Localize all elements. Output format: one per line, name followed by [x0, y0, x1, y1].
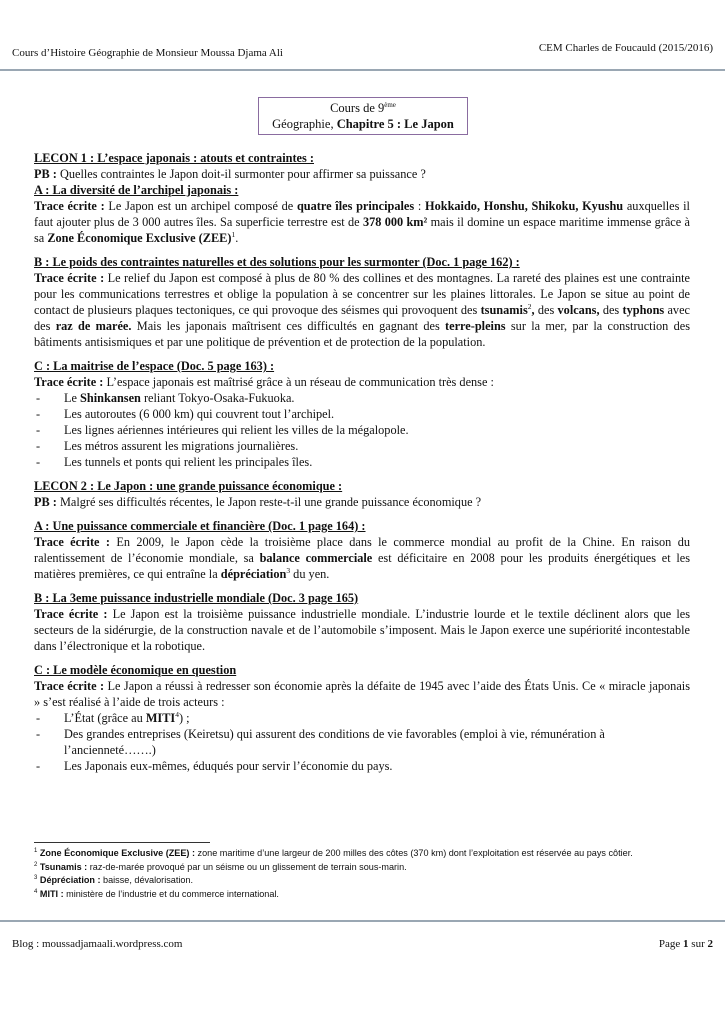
- lecon1-title: LECON 1 : L’espace japonais : atouts et contraintes :: [34, 151, 314, 165]
- lecon2-a-text: Trace écrite : En 2009, le Japon cède la troisième place dans le commerce mondial au profit de la Chine. En raison du ralentissement de l’économie mondiale, sa balance commerciale est déficitaire en 2008 pour les produits énergétiques et les matières premières, ce qui entraîne la dépréciation$^3$ du yen.: [34, 535, 690, 581]
- lecon1-c-title: C : La maitrise de l’espace (Doc. 5 page 163) :: [34, 359, 275, 373]
- lecon2-c-text: Trace écrite : Le Japon a réussi à redresser son économie après la défaite de 1945 avec l’aide des États Unis. Ce « miracle japonais » s’est réalisé à l’aide de trois acteurs :: [34, 679, 690, 709]
- lecon1-c-list: [34, 390, 690, 470]
- title-chapter: Chapitre 5 : Le Japon: [336, 117, 454, 131]
- lecon1-c-intro: Trace écrite : L’espace japonais est maîtrisé grâce à un réseau de communication très dense :: [34, 375, 494, 389]
- course-title-box: [258, 97, 468, 135]
- title-line-1: [259, 100, 467, 116]
- footnote-ref-2: 2: [527, 301, 532, 311]
- lecon2-title: LECON 2 : Le Japon : une grande puissance économique :: [34, 479, 343, 493]
- footer-rule: [0, 920, 725, 922]
- lecon2-b-text: Trace écrite : Le Japon est la troisième puissance industrielle mondiale. L’industrie lourde et le textile déclinent alors que les secteurs de la sidérurgie, de la construction navale et de l’automobile s’imposent. Mais le Japon exerce une supériorité incontestable dans l’électronique et la robotique.: [34, 607, 690, 653]
- lecon2-b-title: B : La 3eme puissance industrielle mondiale (Doc. 3 page 165): [34, 591, 359, 605]
- footnote-ref-1: 1: [231, 229, 236, 239]
- title-sup: ème: [384, 100, 396, 109]
- list-item: - Les tunnels et ponts qui relient les principales îles.: [34, 454, 690, 470]
- list-item: - L’État (grâce au MITI$^4$) ;: [34, 710, 690, 726]
- list-item: - Les Japonais eux-mêmes, éduqués pour servir l’économie du pays.: [34, 758, 690, 774]
- footnotes: [34, 847, 694, 901]
- lecon2-c-list: [34, 710, 690, 774]
- title-subject: Géographie,: [272, 117, 337, 131]
- list-item: - Les lignes aériennes intérieures qui relient les villes de la mégalopole.: [34, 422, 690, 438]
- footer-blog: Blog : moussadjamaali.wordpress.com: [12, 938, 183, 950]
- lecon2-problem: PB : Malgré ses difficultés récentes, le Japon reste-t-il une grande puissance économique ?: [34, 495, 482, 509]
- footnote: $^1$ Zone Économique Exclusive (ZEE) : zone maritime d’une largeur de 200 milles des côtes (370 km) dont l’exploitation est réservée au pays côtier.: [34, 847, 633, 858]
- lecon2-a-title: A : Une puissance commerciale et financière (Doc. 1 page 164) :: [34, 519, 366, 533]
- list-item: - Des grandes entreprises (Keiretsu) qui assurent des conditions de vie favorables (emploi à vie, rémunération à l’ancienneté…….): [34, 726, 690, 758]
- header-rule: [0, 69, 725, 71]
- footnote-ref-3: 3: [286, 565, 291, 575]
- lecon1-problem: PB : Quelles contraintes le Japon doit-il surmonter pour affirmer sa puissance ?: [34, 167, 426, 181]
- footnote: $^2$ Tsunamis : raz-de-marée provoqué par un séisme ou un glissement de terrain sous-marin.: [34, 861, 407, 872]
- lecon1-a-title: A : La diversité de l’archipel japonais :: [34, 183, 239, 197]
- footnote-rule: [34, 842, 210, 843]
- footnote: $^4$ MITI : ministère de l’industrie et du commerce international.: [34, 888, 279, 899]
- lecon2-c-title: C : Le modèle économique en question: [34, 663, 237, 677]
- title-course: Cours de 9: [330, 101, 385, 115]
- list-item: - Le Shinkansen reliant Tokyo-Osaka-Fukuoka.: [34, 390, 690, 406]
- lecon1-b-text: Trace écrite : Le relief du Japon est composé à plus de 80 % des collines et des montagnes. La rareté des plaines est une contrainte pour les communications terrestres et oblige la population à se concentrer sur les plaines littorales. Le Japon se situe au point de contact de plusieurs plaques tectoniques, ce qui provoque des séismes qui provoquent des tsunamis$^2$, des volcans, des typhons avec des raz de marée. Mais les japonais maîtrisent ces difficultés en gagnant des terre-pleins sur la mer, par la construction des bâtiments antisismiques et par une politique de prévention et de protection de la population.: [34, 271, 691, 349]
- page-number: Page 1 sur 2: [658, 938, 713, 950]
- header-right: CEM Charles de Foucauld (2015/2016): [538, 42, 713, 54]
- list-item: - Les autoroutes (6 000 km) qui couvrent tout l’archipel.: [34, 406, 690, 422]
- main-content: [34, 150, 690, 774]
- list-item: - Les métros assurent les migrations journalières.: [34, 438, 690, 454]
- header-left: Cours d’Histoire Géographie de Monsieur Moussa Djama Ali: [12, 47, 283, 59]
- title-line-2: [259, 116, 467, 132]
- footnote-ref-4: 4: [175, 709, 179, 719]
- lecon1-b-title: B : Le poids des contraintes naturelles et des solutions pour les surmonter (Doc. 1 page 162) :: [34, 255, 520, 269]
- footnote: $^3$ Dépréciation : baisse, dévalorisation.: [34, 874, 194, 885]
- lecon1-a-text: Trace écrite : Le Japon est un archipel composé de quatre îles principales : Hokkaido, Honshu, Shikoku, Kyushu auxquelles il faut ajouter plus de 3 000 autres îles. Sa superficie terrestre est de 378 000 km² mais il domine un espace maritime immense grâce à sa Zone Économique Exclusive (ZEE)$^1$.: [34, 199, 690, 245]
